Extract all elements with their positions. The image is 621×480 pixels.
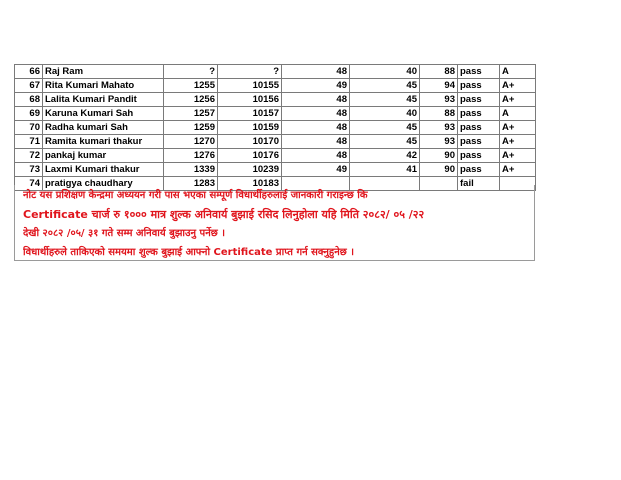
- mark-1-cell: 49: [282, 163, 350, 177]
- result-cell: pass: [458, 135, 500, 149]
- roll-cell: 1256: [164, 93, 218, 107]
- total-cell: 90: [420, 149, 458, 163]
- result-cell: pass: [458, 163, 500, 177]
- serial-cell: 72: [15, 149, 43, 163]
- grade-cell: A+: [500, 79, 536, 93]
- name-cell: Raj Ram: [43, 65, 164, 79]
- grade-cell: A: [500, 65, 536, 79]
- serial-cell: 71: [15, 135, 43, 149]
- mark-1-cell: 48: [282, 121, 350, 135]
- table-row: [15, 79, 536, 93]
- serial-cell: 68: [15, 93, 43, 107]
- grade-cell: A+: [500, 163, 536, 177]
- notice-line-3: देखी २०८२ /०५/ ३१ गते सम्म अनिवार्य बुझाउनु पर्नेछ ।: [23, 228, 226, 239]
- mark-2-cell: 40: [350, 107, 420, 121]
- results-table: [14, 64, 536, 191]
- serial-cell: 66: [15, 65, 43, 79]
- notice-line-4: विधार्थीहरुले ताकिएको समयमा शुल्क बुझाई आफ्नो Certificate प्राप्त गर्न सक्नुहुनेछ ।: [23, 247, 355, 258]
- notice-line-1: नोट यस प्रशिक्षण केन्द्रमा अध्ययन गरी पास भएका सम्पूर्ण विधार्थीहरुलाई जानकारी गराइन्छ कि: [23, 190, 368, 201]
- registration-cell: 10239: [218, 163, 282, 177]
- result-cell: pass: [458, 107, 500, 121]
- mark-1-cell: 48: [282, 107, 350, 121]
- mark-1-cell: 48: [282, 93, 350, 107]
- roll-cell: 1283: [164, 177, 218, 191]
- grade-cell: A: [500, 107, 536, 121]
- mark-2-cell: 45: [350, 93, 420, 107]
- table-row: [15, 149, 536, 163]
- total-cell: 88: [420, 107, 458, 121]
- result-cell: pass: [458, 79, 500, 93]
- table-row: [15, 135, 536, 149]
- notice-line-2: Certificate चार्ज रु १००० मात्र शुल्क अनिवार्य बुझाई रसिद लिनुहोला यहि मिति २०८२/ ०५ /२२: [23, 208, 425, 221]
- name-cell: Rita Kumari Mahato: [43, 79, 164, 93]
- roll-cell: 1255: [164, 79, 218, 93]
- grade-cell: A+: [500, 121, 536, 135]
- registration-cell: 10159: [218, 121, 282, 135]
- mark-2-cell: 40: [350, 65, 420, 79]
- total-cell: 88: [420, 65, 458, 79]
- registration-cell: 10170: [218, 135, 282, 149]
- table-row: [15, 163, 536, 177]
- mark-2-cell: 41: [350, 163, 420, 177]
- fee-notice: [14, 185, 535, 261]
- name-cell: Laxmi Kumari thakur: [43, 163, 164, 177]
- result-cell: pass: [458, 121, 500, 135]
- total-cell: 93: [420, 121, 458, 135]
- result-cell: fail: [458, 177, 500, 191]
- serial-cell: 73: [15, 163, 43, 177]
- total-cell: 90: [420, 163, 458, 177]
- total-cell: 94: [420, 79, 458, 93]
- name-cell: Radha kumari Sah: [43, 121, 164, 135]
- roll-cell: 1276: [164, 149, 218, 163]
- table-row: [15, 65, 536, 79]
- mark-2-cell: 45: [350, 135, 420, 149]
- mark-1-cell: 48: [282, 135, 350, 149]
- total-cell: 93: [420, 135, 458, 149]
- table-row: [15, 121, 536, 135]
- serial-cell: 69: [15, 107, 43, 121]
- name-cell: pankaj kumar: [43, 149, 164, 163]
- registration-cell: 10157: [218, 107, 282, 121]
- mark-2-cell: 45: [350, 121, 420, 135]
- registration-cell: 10176: [218, 149, 282, 163]
- serial-cell: 70: [15, 121, 43, 135]
- result-cell: pass: [458, 149, 500, 163]
- mark-2-cell: 42: [350, 149, 420, 163]
- result-cell: pass: [458, 93, 500, 107]
- registration-cell: 10183: [218, 177, 282, 191]
- roll-cell: ?: [164, 65, 218, 79]
- roll-cell: 1259: [164, 121, 218, 135]
- grade-cell: A+: [500, 149, 536, 163]
- grade-cell: A+: [500, 135, 536, 149]
- roll-cell: 1339: [164, 163, 218, 177]
- mark-1-cell: 48: [282, 149, 350, 163]
- name-cell: Karuna Kumari Sah: [43, 107, 164, 121]
- mark-1-cell: 49: [282, 79, 350, 93]
- serial-cell: 74: [15, 177, 43, 191]
- mark-1-cell: 48: [282, 65, 350, 79]
- roll-cell: 1257: [164, 107, 218, 121]
- total-cell: 93: [420, 93, 458, 107]
- name-cell: pratigya chaudhary: [43, 177, 164, 191]
- grade-cell: A+: [500, 93, 536, 107]
- registration-cell: ?: [218, 65, 282, 79]
- mark-2-cell: 45: [350, 79, 420, 93]
- result-cell: pass: [458, 65, 500, 79]
- name-cell: Lalita Kumari Pandit: [43, 93, 164, 107]
- registration-cell: 10156: [218, 93, 282, 107]
- serial-cell: 67: [15, 79, 43, 93]
- table-row: [15, 107, 536, 121]
- name-cell: Ramita kumari thakur: [43, 135, 164, 149]
- roll-cell: 1270: [164, 135, 218, 149]
- registration-cell: 10155: [218, 79, 282, 93]
- table-row: [15, 93, 536, 107]
